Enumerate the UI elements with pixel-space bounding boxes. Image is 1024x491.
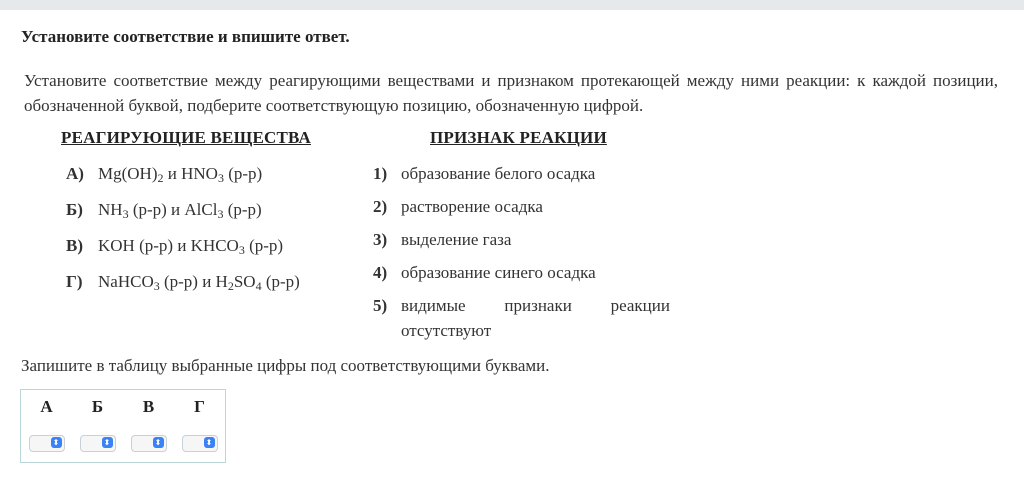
reactant-item-g [66, 272, 366, 294]
answer-cell [72, 424, 123, 462]
sign-item-5 [373, 296, 673, 342]
sign-text-line2: отсутствуют [401, 321, 492, 340]
answer-prompt: Запишите в таблицу выбранные цифры под соответствующими буквами. [21, 356, 550, 375]
answer-select-v[interactable] [131, 435, 167, 452]
item-letter: Б) [66, 200, 83, 219]
left-column-title: РЕАГИРУЮЩИЕ ВЕЩЕСТВА [61, 128, 311, 147]
sign-item-2 [373, 197, 673, 219]
item-number: 2) [373, 197, 388, 216]
answer-cell [21, 424, 72, 462]
answer-header-g: Г [194, 397, 205, 416]
answer-cell [123, 424, 174, 462]
sign-text-line1: видимые признаки реакции [401, 296, 670, 315]
answer-header-a: А [40, 397, 53, 416]
right-column-title: ПРИЗНАК РЕАКЦИИ [430, 128, 607, 147]
answer-select-b[interactable] [80, 435, 116, 452]
item-number: 1) [373, 164, 388, 183]
item-number: 5) [373, 296, 388, 315]
sign-text: растворение осадка [401, 197, 543, 216]
reactant-formula: KOH (р-р) и $KHCO_3$ (р-р) [98, 236, 284, 257]
item-letter: Г) [66, 272, 83, 291]
updown-arrow-icon: ⬍ [204, 437, 215, 448]
sign-item-1 [373, 164, 673, 186]
updown-arrow-icon: ⬍ [51, 437, 62, 448]
reactant-item-b [66, 200, 366, 222]
top-bar [0, 0, 1024, 10]
sign-text: образование белого осадка [401, 164, 596, 183]
item-number: 4) [373, 263, 388, 282]
answer-header-v: В [142, 397, 155, 416]
reactant-formula: $NH_3$ (р-р) и AlCl$_3$ (р-р) [98, 200, 262, 221]
updown-arrow-icon: ⬍ [102, 437, 113, 448]
question-text: Установите соответствие между реагирующими веществами и признаком протекающей между ними реакции: к каждой позиции, обозначенной буквой, подберите соответствующую позицию, обозначенную цифрой. [24, 71, 998, 115]
reactant-item-v [66, 236, 366, 258]
reactant-formula: NaHCO$_3$ (р-р) и $H_2SO_4$ (р-р) [98, 272, 300, 293]
sign-text: выделение газа [401, 230, 512, 249]
sign-item-4 [373, 263, 673, 285]
task-heading: Установите соответствие и впишите ответ. [21, 27, 350, 46]
updown-arrow-icon: ⬍ [153, 437, 164, 448]
answer-select-a[interactable] [29, 435, 65, 452]
item-number: 3) [373, 230, 388, 249]
sign-text: образование синего осадка [401, 263, 596, 282]
answer-header-b: Б [91, 397, 104, 416]
answer-table [20, 389, 226, 463]
item-letter: А) [66, 164, 84, 183]
answer-select-g[interactable] [182, 435, 218, 452]
answer-cell [174, 424, 225, 462]
reactant-formula: $Mg(OH)_2$ и $HNO_3$ (р-р) [98, 164, 263, 185]
reactant-item-a [66, 164, 366, 186]
item-letter: В) [66, 236, 83, 255]
sign-item-3 [373, 230, 673, 252]
